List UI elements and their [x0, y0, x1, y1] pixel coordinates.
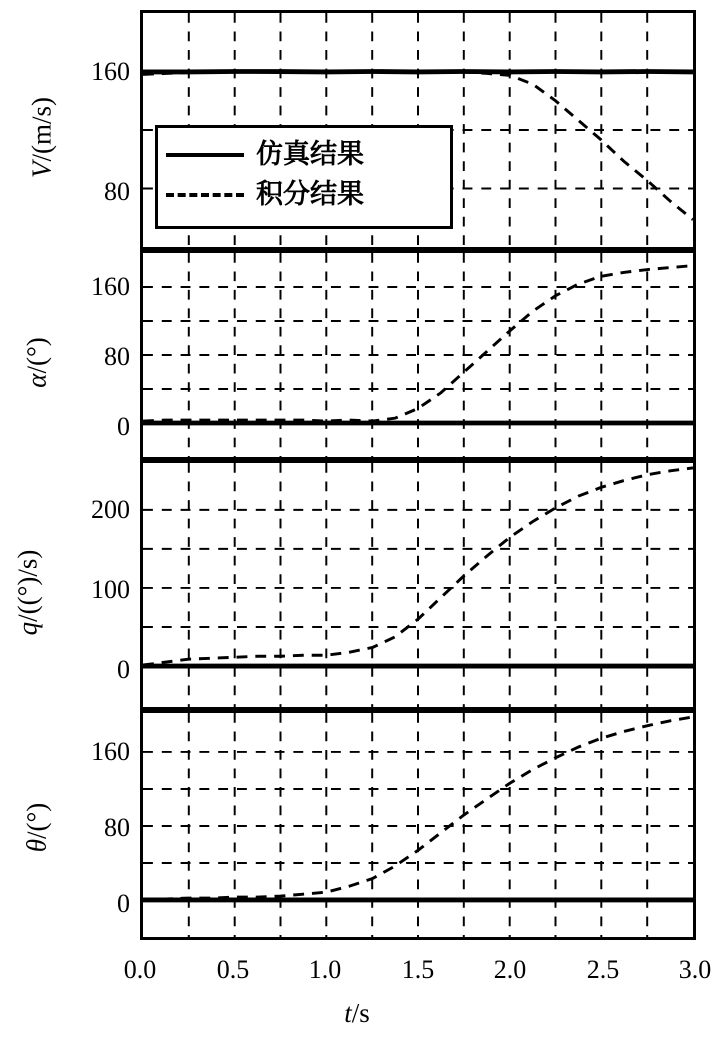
- legend-line-dashed-icon: [166, 187, 244, 201]
- ytick-theta-80: 80: [104, 813, 130, 842]
- ytick-q-0: 0: [117, 655, 130, 684]
- ylabel-pitch-rate-unit: /((°)/s): [12, 549, 43, 622]
- ylabel-alpha: [22, 283, 53, 443]
- ylabel-pitch-rate: [13, 493, 44, 693]
- legend-label-simulation: 仿真结果: [256, 138, 364, 170]
- ylabel-velocity-symbol: V: [26, 161, 57, 178]
- ytick-q-200: 200: [91, 495, 130, 524]
- xlabel-time-symbol: t: [344, 998, 352, 1028]
- ylabel-alpha-symbol: α: [21, 373, 52, 388]
- xtick-0: 0.0: [123, 955, 157, 984]
- xlabel-time: [0, 998, 714, 1029]
- panel-pitch-rate-plot: [143, 463, 693, 707]
- xtick-1: 0.5: [216, 955, 250, 984]
- legend-line-solid-icon: [166, 147, 244, 161]
- ylabel-pitch-angle-unit: /(°): [21, 802, 52, 840]
- xtick-3: 1.5: [401, 955, 435, 984]
- ylabel-pitch-rate-symbol: q: [12, 621, 43, 636]
- xtick-4: 2.0: [493, 955, 527, 984]
- panel-pitch-angle-plot: [143, 713, 693, 937]
- ylabel-velocity-unit: /(m/s): [26, 97, 57, 162]
- xlabel-time-unit: /s: [351, 998, 370, 1028]
- ylabel-velocity: [27, 58, 58, 218]
- ylabel-alpha-unit: /(°): [21, 337, 52, 374]
- xtick-5: 2.5: [586, 955, 620, 984]
- ytick-theta-160: 160: [91, 737, 130, 766]
- panel-pitch-angle: [140, 710, 696, 940]
- xtick-6: 3.0: [678, 955, 712, 984]
- ylabel-pitch-angle: [22, 748, 53, 908]
- ylabel-pitch-angle-symbol: θ: [21, 839, 52, 853]
- panel-velocity: [140, 10, 696, 250]
- panel-alpha: [140, 250, 696, 460]
- ytick-q-100: 100: [91, 575, 130, 604]
- legend-entry-simulation: [166, 134, 440, 174]
- ytick-velocity-80: 80: [104, 177, 130, 206]
- panel-alpha-plot: [143, 253, 693, 457]
- ytick-theta-0: 0: [117, 889, 130, 918]
- legend-entry-integration: [166, 174, 440, 214]
- ytick-velocity-160: 160: [91, 57, 130, 86]
- legend-label-integration: 积分结果: [256, 178, 364, 210]
- ytick-alpha-160: 160: [91, 272, 130, 301]
- ytick-alpha-0: 0: [117, 412, 130, 441]
- ytick-alpha-80: 80: [104, 342, 130, 371]
- xtick-2: 1.0: [308, 955, 342, 984]
- legend: [155, 125, 453, 229]
- panel-pitch-rate: [140, 460, 696, 710]
